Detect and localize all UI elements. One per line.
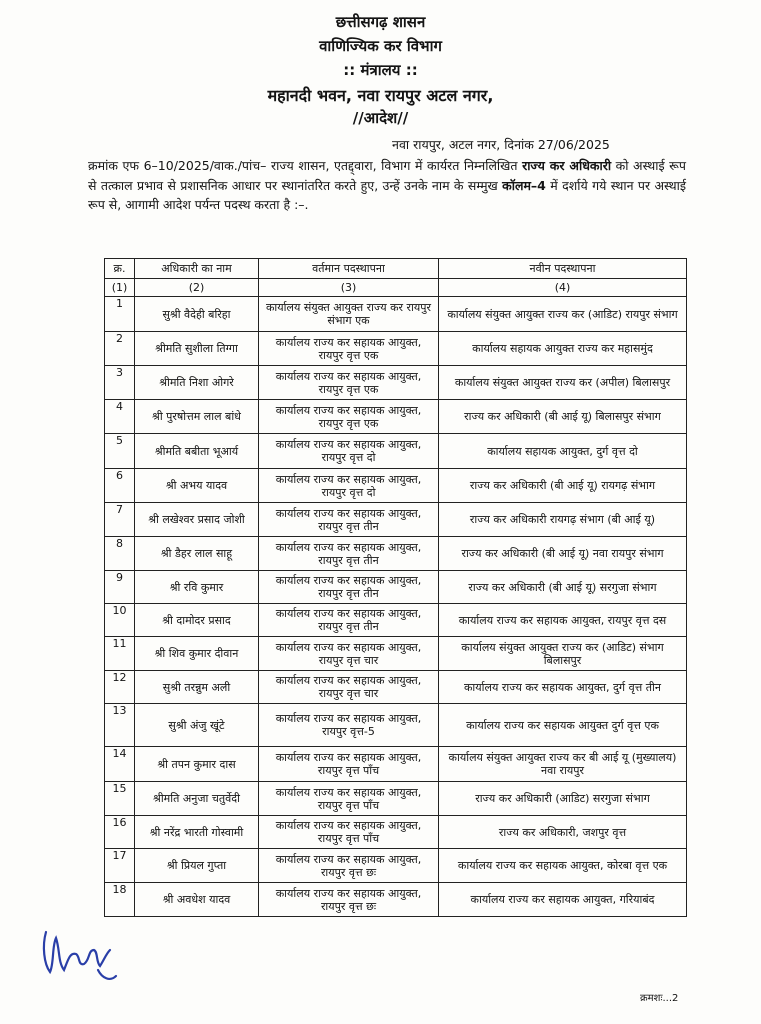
officer-name-cell: श्री लखेश्वर प्रसाद जोशी <box>135 503 259 537</box>
continuation-note: क्रमशः...2 <box>640 993 679 1004</box>
new-posting-cell: राज्य कर अधिकारी (बी आई यू) बिलासपुर संभाग <box>439 400 687 434</box>
new-posting-cell: कार्यालय राज्य कर सहायक आयुक्त, गरियाबंद <box>439 883 687 917</box>
new-posting-cell: कार्यालय राज्य कर सहायक आयुक्त, दुर्ग वृत्त तीन <box>439 671 687 704</box>
serial-cell: 14 <box>105 747 135 782</box>
table-row <box>105 537 687 571</box>
signature-mark <box>40 924 130 984</box>
serial-cell: 5 <box>105 434 135 469</box>
new-posting-cell: कार्यालय सहायक आयुक्त, दुर्ग वृत्त दो <box>439 434 687 469</box>
officer-name-cell: श्री नरेंद्र भारती गोस्वामी <box>135 816 259 849</box>
order-text-bold-1: राज्य कर अधिकारी <box>522 158 612 173</box>
new-posting-cell: कार्यालय संयुक्त आयुक्त राज्य कर (आडिट) संभाग बिलासपुर <box>439 637 687 671</box>
officer-name-cell: सुश्री अंजु खूंटे <box>135 704 259 747</box>
officer-name-cell: श्रीमति सुशीला तिग्गा <box>135 332 259 366</box>
officer-name-cell: श्री डैहर लाल साहू <box>135 537 259 571</box>
table-colnum-row <box>105 279 687 297</box>
serial-cell: 15 <box>105 782 135 816</box>
serial-cell: 3 <box>105 366 135 400</box>
header-state: छत्तीसगढ़ शासन <box>335 13 426 31</box>
officer-name-cell: श्री पुरषोत्तम लाल बांधे <box>135 400 259 434</box>
table-row <box>105 434 687 469</box>
new-posting-cell: राज्य कर अधिकारी रायगढ़ संभाग (बी आई यू) <box>439 503 687 537</box>
current-posting-cell: कार्यालय राज्य कर सहायक आयुक्त, रायपुर वृत्त पाँच <box>259 747 439 782</box>
officer-name-cell: श्रीमति अनुजा चतुर्वेदी <box>135 782 259 816</box>
officer-name-cell: श्रीमति बबीता भूआर्य <box>135 434 259 469</box>
colnum-cell: (1) <box>105 279 135 297</box>
current-posting-cell: कार्यालय राज्य कर सहायक आयुक्त, रायपुर वृत्त चार <box>259 671 439 704</box>
current-posting-cell: कार्यालय राज्य कर सहायक आयुक्त, रायपुर वृत्त तीन <box>259 537 439 571</box>
officer-name-cell: श्री अवधेश यादव <box>135 883 259 917</box>
order-paragraph <box>88 156 686 215</box>
header-cell-serial: क्र. <box>105 259 135 279</box>
serial-cell: 12 <box>105 671 135 704</box>
current-posting-cell: कार्यालय संयुक्त आयुक्त राज्य कर रायपुर संभाग एक <box>259 297 439 332</box>
serial-cell: 8 <box>105 537 135 571</box>
officer-name-cell: श्री तपन कुमार दास <box>135 747 259 782</box>
new-posting-cell: कार्यालय सहायक आयुक्त राज्य कर महासमुंद <box>439 332 687 366</box>
new-posting-cell: कार्यालय संयुक्त आयुक्त राज्य कर बी आई यू (मुख्यालय) नवा रायपुर <box>439 747 687 782</box>
new-posting-cell: कार्यालय राज्य कर सहायक आयुक्त दुर्ग वृत्त एक <box>439 704 687 747</box>
table-row <box>105 747 687 782</box>
current-posting-cell: कार्यालय राज्य कर सहायक आयुक्त, रायपुर वृत्त एक <box>259 366 439 400</box>
serial-cell: 1 <box>105 297 135 332</box>
colnum-cell: (4) <box>439 279 687 297</box>
table-row <box>105 400 687 434</box>
current-posting-cell: कार्यालय राज्य कर सहायक आयुक्त, रायपुर वृत्त पाँच <box>259 816 439 849</box>
serial-cell: 13 <box>105 704 135 747</box>
serial-cell: 6 <box>105 469 135 503</box>
table-row <box>105 332 687 366</box>
header-cell-name: अधिकारी का नाम <box>135 259 259 279</box>
current-posting-cell: कार्यालय राज्य कर सहायक आयुक्त, रायपुर वृत्त छः <box>259 883 439 917</box>
header-cell-current: वर्तमान पदस्थापना <box>259 259 439 279</box>
serial-cell: 10 <box>105 604 135 637</box>
order-text-bold-2: कॉलम–4 <box>502 177 546 193</box>
table-row <box>105 704 687 747</box>
table-row <box>105 571 687 604</box>
new-posting-cell: राज्य कर अधिकारी (बी आई यू) नवा रायपुर संभाग <box>439 537 687 571</box>
current-posting-cell: कार्यालय राज्य कर सहायक आयुक्त, रायपुर वृत्त एक <box>259 400 439 434</box>
serial-cell: 16 <box>105 816 135 849</box>
current-posting-cell: कार्यालय राज्य कर सहायक आयुक्त, रायपुर वृत्त चार <box>259 637 439 671</box>
header-department: वाणिज्यिक कर विभाग <box>319 37 442 55</box>
table-row <box>105 366 687 400</box>
order-dateline: नवा रायपुर, अटल नगर, दिनांक 27/06/2025 <box>392 137 610 152</box>
officer-name-cell: श्री प्रियल गुप्ता <box>135 849 259 883</box>
order-text-2: को अस्थाई रूप से तत्काल प्रभाव से प्रशासनिक आधार पर स्थानांतरित करते हुए, उन्हें उनके नाम के सम्मुख <box>88 158 686 193</box>
officer-name-cell: सुश्री तरन्नुम अली <box>135 671 259 704</box>
current-posting-cell: कार्यालय राज्य कर सहायक आयुक्त, रायपुर वृत्त दो <box>259 434 439 469</box>
current-posting-cell: कार्यालय राज्य कर सहायक आयुक्त, रायपुर वृत्त तीन <box>259 604 439 637</box>
serial-cell: 11 <box>105 637 135 671</box>
serial-cell: 9 <box>105 571 135 604</box>
table-row <box>105 816 687 849</box>
new-posting-cell: कार्यालय संयुक्त आयुक्त राज्य कर (आडिट) रायपुर संभाग <box>439 297 687 332</box>
new-posting-cell: कार्यालय संयुक्त आयुक्त राज्य कर (अपील) बिलासपुर <box>439 366 687 400</box>
colnum-cell: (2) <box>135 279 259 297</box>
table-row <box>105 782 687 816</box>
serial-cell: 2 <box>105 332 135 366</box>
new-posting-cell: कार्यालय राज्य कर सहायक आयुक्त, रायपुर वृत्त दस <box>439 604 687 637</box>
new-posting-cell: कार्यालय राज्य कर सहायक आयुक्त, कोरबा वृत्त एक <box>439 849 687 883</box>
header-ministry: :: मंत्रालय :: <box>343 61 418 79</box>
current-posting-cell: कार्यालय राज्य कर सहायक आयुक्त, रायपुर वृत्त-5 <box>259 704 439 747</box>
table-row <box>105 849 687 883</box>
current-posting-cell: कार्यालय राज्य कर सहायक आयुक्त, रायपुर वृत्त तीन <box>259 571 439 604</box>
new-posting-cell: राज्य कर अधिकारी (आडिट) सरगुजा संभाग <box>439 782 687 816</box>
colnum-cell: (3) <box>259 279 439 297</box>
table-row <box>105 469 687 503</box>
current-posting-cell: कार्यालय राज्य कर सहायक आयुक्त, रायपुर वृत्त पाँच <box>259 782 439 816</box>
table-row <box>105 604 687 637</box>
officer-name-cell: श्रीमति निशा ओगरे <box>135 366 259 400</box>
new-posting-cell: राज्य कर अधिकारी, जशपुर वृत्त <box>439 816 687 849</box>
order-text-3: में दर्शाये गये स्थान पर अस्थाई रूप से, आगामी आदेश पर्यन्त पदस्थ करता है :–. <box>88 177 686 212</box>
serial-cell: 7 <box>105 503 135 537</box>
header-address: महानदी भवन, नवा रायपुर अटल नगर, <box>267 86 494 105</box>
header-order-title: //आदेश// <box>352 109 409 127</box>
order-text-1: क्रमांक एफ 6–10/2025/वाक./पांच– राज्य शासन, एतद्द्वारा, विभाग में कार्यरत निम्नलिखित <box>88 158 523 173</box>
current-posting-cell: कार्यालय राज्य कर सहायक आयुक्त, रायपुर वृत्त छः <box>259 849 439 883</box>
table-row <box>105 883 687 917</box>
transfer-table <box>104 258 687 917</box>
officer-name-cell: श्री शिव कुमार दीवान <box>135 637 259 671</box>
officer-name-cell: सुश्री वैदेही बरिहा <box>135 297 259 332</box>
current-posting-cell: कार्यालय राज्य कर सहायक आयुक्त, रायपुर वृत्त तीन <box>259 503 439 537</box>
officer-name-cell: श्री अभय यादव <box>135 469 259 503</box>
new-posting-cell: राज्य कर अधिकारी (बी आई यू) सरगुजा संभाग <box>439 571 687 604</box>
current-posting-cell: कार्यालय राज्य कर सहायक आयुक्त, रायपुर वृत्त दो <box>259 469 439 503</box>
serial-cell: 18 <box>105 883 135 917</box>
header-cell-new: नवीन पदस्थापना <box>439 259 687 279</box>
officer-name-cell: श्री रवि कुमार <box>135 571 259 604</box>
table-row <box>105 637 687 671</box>
table-row <box>105 671 687 704</box>
new-posting-cell: राज्य कर अधिकारी (बी आई यू) रायगढ़ संभाग <box>439 469 687 503</box>
officer-name-cell: श्री दामोदर प्रसाद <box>135 604 259 637</box>
serial-cell: 17 <box>105 849 135 883</box>
table-row <box>105 503 687 537</box>
table-header-row <box>105 259 687 279</box>
current-posting-cell: कार्यालय राज्य कर सहायक आयुक्त, रायपुर वृत्त एक <box>259 332 439 366</box>
table-row <box>105 297 687 332</box>
serial-cell: 4 <box>105 400 135 434</box>
